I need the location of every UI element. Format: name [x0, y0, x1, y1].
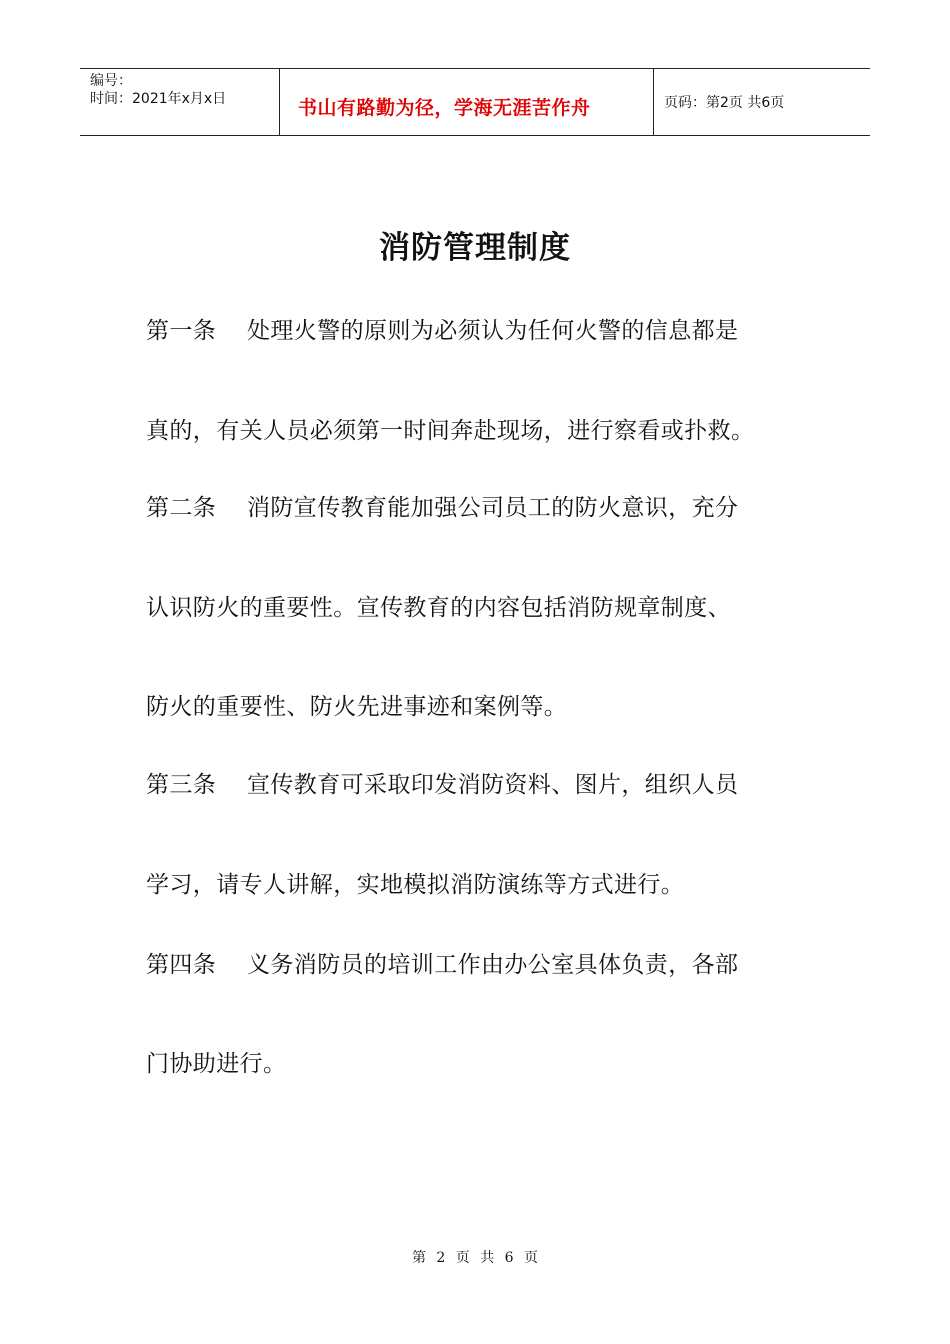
article-number: 第一条 [146, 318, 217, 344]
article-text: 宣传教育可采取印发消防资料、图片，组织人员 [247, 772, 739, 798]
article-text: 义务消防员的培训工作由办公室具体负责，各部 [247, 952, 739, 978]
document-header [80, 68, 870, 136]
article-3-line-1 [146, 770, 738, 800]
article-1-line-2: 真的，有关人员必须第一时间奔赴现场，进行察看或扑救。 [146, 418, 755, 444]
article-1-line-1 [146, 316, 738, 346]
page-info: 页码：第2页 共6页 [664, 95, 785, 111]
article-number: 第二条 [146, 495, 217, 521]
document-title: 消防管理制度 [379, 230, 571, 266]
article-3-line-2: 学习，请专人讲解，实地模拟消防演练等方式进行。 [146, 872, 685, 898]
article-number: 第四条 [146, 952, 217, 978]
article-4-line-1 [146, 950, 738, 980]
article-number: 第三条 [146, 772, 217, 798]
date-label: 时间：2021年x月x日 [90, 91, 227, 107]
article-4-line-2: 门协助进行。 [146, 1051, 287, 1077]
header-motto-cell [280, 69, 654, 135]
article-2-line-3: 防火的重要性、防火先进事迹和案例等。 [146, 694, 568, 720]
motto-text: 书山有路勤为径，学海无涯苦作舟 [298, 97, 591, 119]
page-footer: 第 2 页 共 6 页 [411, 1250, 539, 1266]
article-2-line-2: 认识防火的重要性。宣传教育的内容包括消防规章制度、 [146, 595, 731, 621]
article-2-line-1 [146, 493, 738, 523]
header-meta-cell [80, 69, 280, 135]
header-page-cell [654, 69, 870, 135]
serial-number-label: 编号： [90, 73, 132, 89]
article-text: 处理火警的原则为必须认为任何火警的信息都是 [247, 318, 739, 344]
article-text: 消防宣传教育能加强公司员工的防火意识，充分 [247, 495, 739, 521]
